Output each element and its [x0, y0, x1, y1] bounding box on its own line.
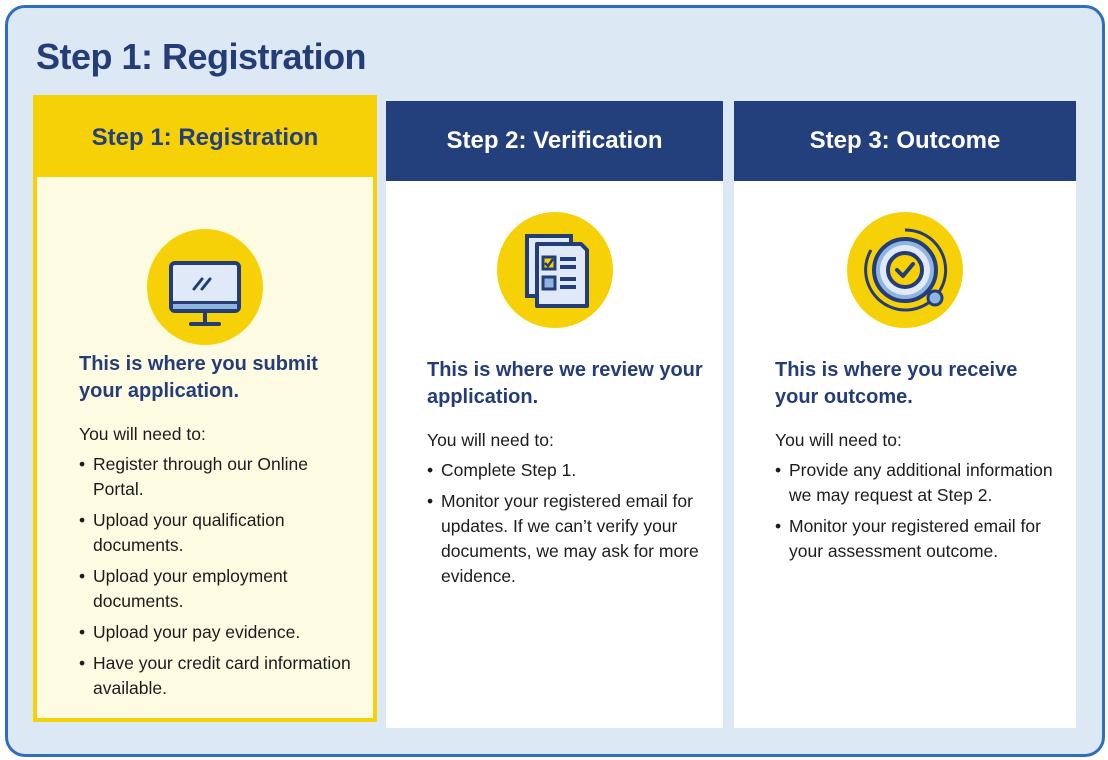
step-header: Step 3: Outcome: [734, 101, 1076, 181]
step-lead: This is where we review your application.: [427, 359, 703, 408]
step-need-label: You will need to:: [427, 430, 554, 450]
step-header: Step 1: Registration: [37, 99, 373, 177]
step-card-registration: [33, 95, 377, 722]
target-check-icon: [847, 212, 963, 328]
page-title: Step 1: Registration: [36, 36, 367, 77]
list-item: • Upload your employment documents.: [79, 564, 353, 614]
step-lead: This is where you receive your outcome.: [775, 359, 1018, 408]
step-body: [427, 357, 703, 595]
step-card-outcome: [734, 101, 1076, 728]
step-body: [79, 351, 353, 707]
monitor-icon: [147, 229, 263, 345]
step-card-verification: [386, 101, 723, 728]
list-item: • Register through our Online Portal.: [79, 452, 353, 502]
documents-checklist-icon: [497, 212, 613, 328]
list-item: • Have your credit card information available.: [79, 651, 353, 701]
step-header: Step 2: Verification: [386, 101, 723, 181]
step-body: [775, 357, 1056, 570]
step-need-label: You will need to:: [79, 424, 206, 444]
list-item: • Upload your pay evidence.: [79, 620, 353, 645]
list-item: • Provide any additional information we may request at Step 2.: [775, 458, 1056, 508]
list-item: • Monitor your registered email for updates. If we can’t verify your documents, we may ask for more evidence.: [427, 489, 703, 589]
list-item: • Monitor your registered email for your assessment outcome.: [775, 514, 1056, 564]
list-item: • Upload your qualification documents.: [79, 508, 353, 558]
list-item: • Complete Step 1.: [427, 458, 703, 483]
requirements-list: [79, 452, 353, 701]
requirements-list: [427, 458, 703, 589]
step-need-label: You will need to:: [775, 430, 902, 450]
step-lead: This is where you submit your application.: [79, 353, 318, 402]
requirements-list: [775, 458, 1056, 564]
